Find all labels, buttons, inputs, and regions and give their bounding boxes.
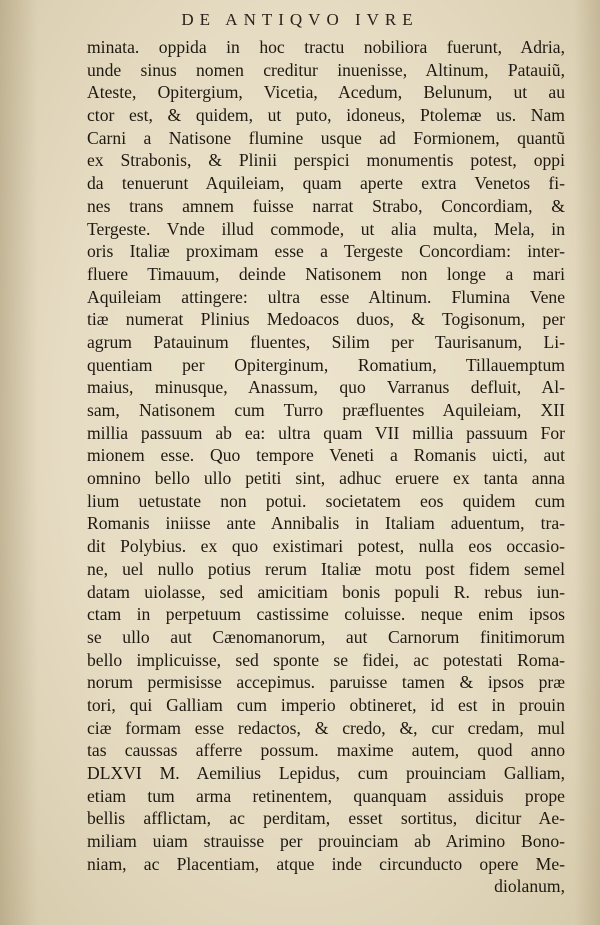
text-line-catchword: diolanum, [494,876,565,897]
text-line: nes trans amnem fuisse narrat Strabo, Concordiam, & [87,195,565,216]
text-line: ctam in perpetuum castissime coluisse. neque enim ipsos [87,604,565,625]
text-line: Aquileiam attingere: ultra esse Altinum. Flumina Vene [87,286,565,307]
text-line: tiæ numerat Plinius Medoacos duos, & Togisonum, per [87,309,565,330]
text-line: ctor est, & quidem, ut puto, idoneus, Ptolemæ us. Nam [87,105,565,126]
text-line: dit Polybius. ex quo existimari potest, nulla eos occasio- [87,536,565,557]
text-line: unde sinus nomen creditur inuenisse, Altinum, Patauiũ, [87,59,565,80]
text-line: mionem esse. Quo tempore Veneti a Romanis uicti, aut [87,445,565,466]
text-line: da tenuerunt Aquileiam, quam aperte extra Venetos fi- [87,173,565,194]
text-line: quentiam per Opiterginum, Romatium, Tillauemptum [87,354,565,375]
body-text [87,36,565,898]
text-line: Romanis iniisse ante Annibalis in Italiam aduentum, tra- [87,513,565,534]
text-line: etiam tum arma retinentem, quanquam assiduis prope [87,785,565,806]
text-line: bello implicuisse, sed sponte se fidei, ac potestati Roma- [87,649,565,670]
text-line: fluere Timauum, deinde Natisonem non longe a mari [87,263,565,284]
text-line: sam, Natisonem cum Turro præfluentes Aquileiam, XII [87,400,565,420]
text-line: se ullo aut Cænomanorum, aut Carnorum finitimorum [87,626,565,647]
text-line: datam uiolasse, sed amicitiam bonis populi R. rebus iun- [87,581,565,602]
text-line: lium uetustate non potui. societatem eos quidem cum [87,490,565,511]
text-line: oris Italiæ proximam esse a Tergeste Concordiam: inter- [87,241,565,262]
text-line: ciæ formam esse redactos, & credo, &, cur credam, mul [87,717,565,738]
text-line: miliam uiam strauisse per prouinciam ab Arimino Bono- [87,831,565,852]
text-line: agrum Patauinum fluentes, Silim per Taurisanum, Li- [87,331,565,352]
text-line: niam, ac Placentiam, atque inde circunducto opere Me- [87,853,565,874]
text-line: tas caussas afferre possum. maxime autem, quod anno [87,740,565,761]
text-line: tori, qui Galliam cum imperio obtineret, id est in prouin [87,694,565,715]
text-line: millia passuum ab ea: ultra quam VII millia passuum For [87,422,565,443]
text-line: DLXVI M. Aemilius Lepidus, cum prouinciam Galliam, [87,763,565,783]
text-line: Carni a Natisone flumine usque ad Formionem, quantũ [87,127,565,148]
text-line: bellis afflictam, ac perditam, esset sortitus, dicitur Ae- [87,808,565,829]
text-line: norum permisisse accepimus. paruisse tamen & ipsos præ [87,672,565,693]
text-line: maius, minusque, Anassum, quo Varranus defluit, Al- [87,377,565,398]
text-line: minata. oppida in hoc tractu nobiliora fuerunt, Adria, [87,37,565,57]
text-line: ne, uel nullo potius rerum Italiæ motu post fidem semel [87,558,565,579]
running-head: DE ANTIQVO IVRE [181,10,419,29]
text-line: Tergeste. Vnde illud commode, ut alia multa, Mela, in [87,218,565,239]
text-line: omnino bello ullo petiti sint, adhuc eruere ex tanta anna [87,468,565,489]
text-line: ex Strabonis, & Plinii perspici monumentis potest, oppi [87,150,565,171]
text-line: Ateste, Opitergium, Vicetia, Acedum, Belunum, ut au [87,82,565,103]
